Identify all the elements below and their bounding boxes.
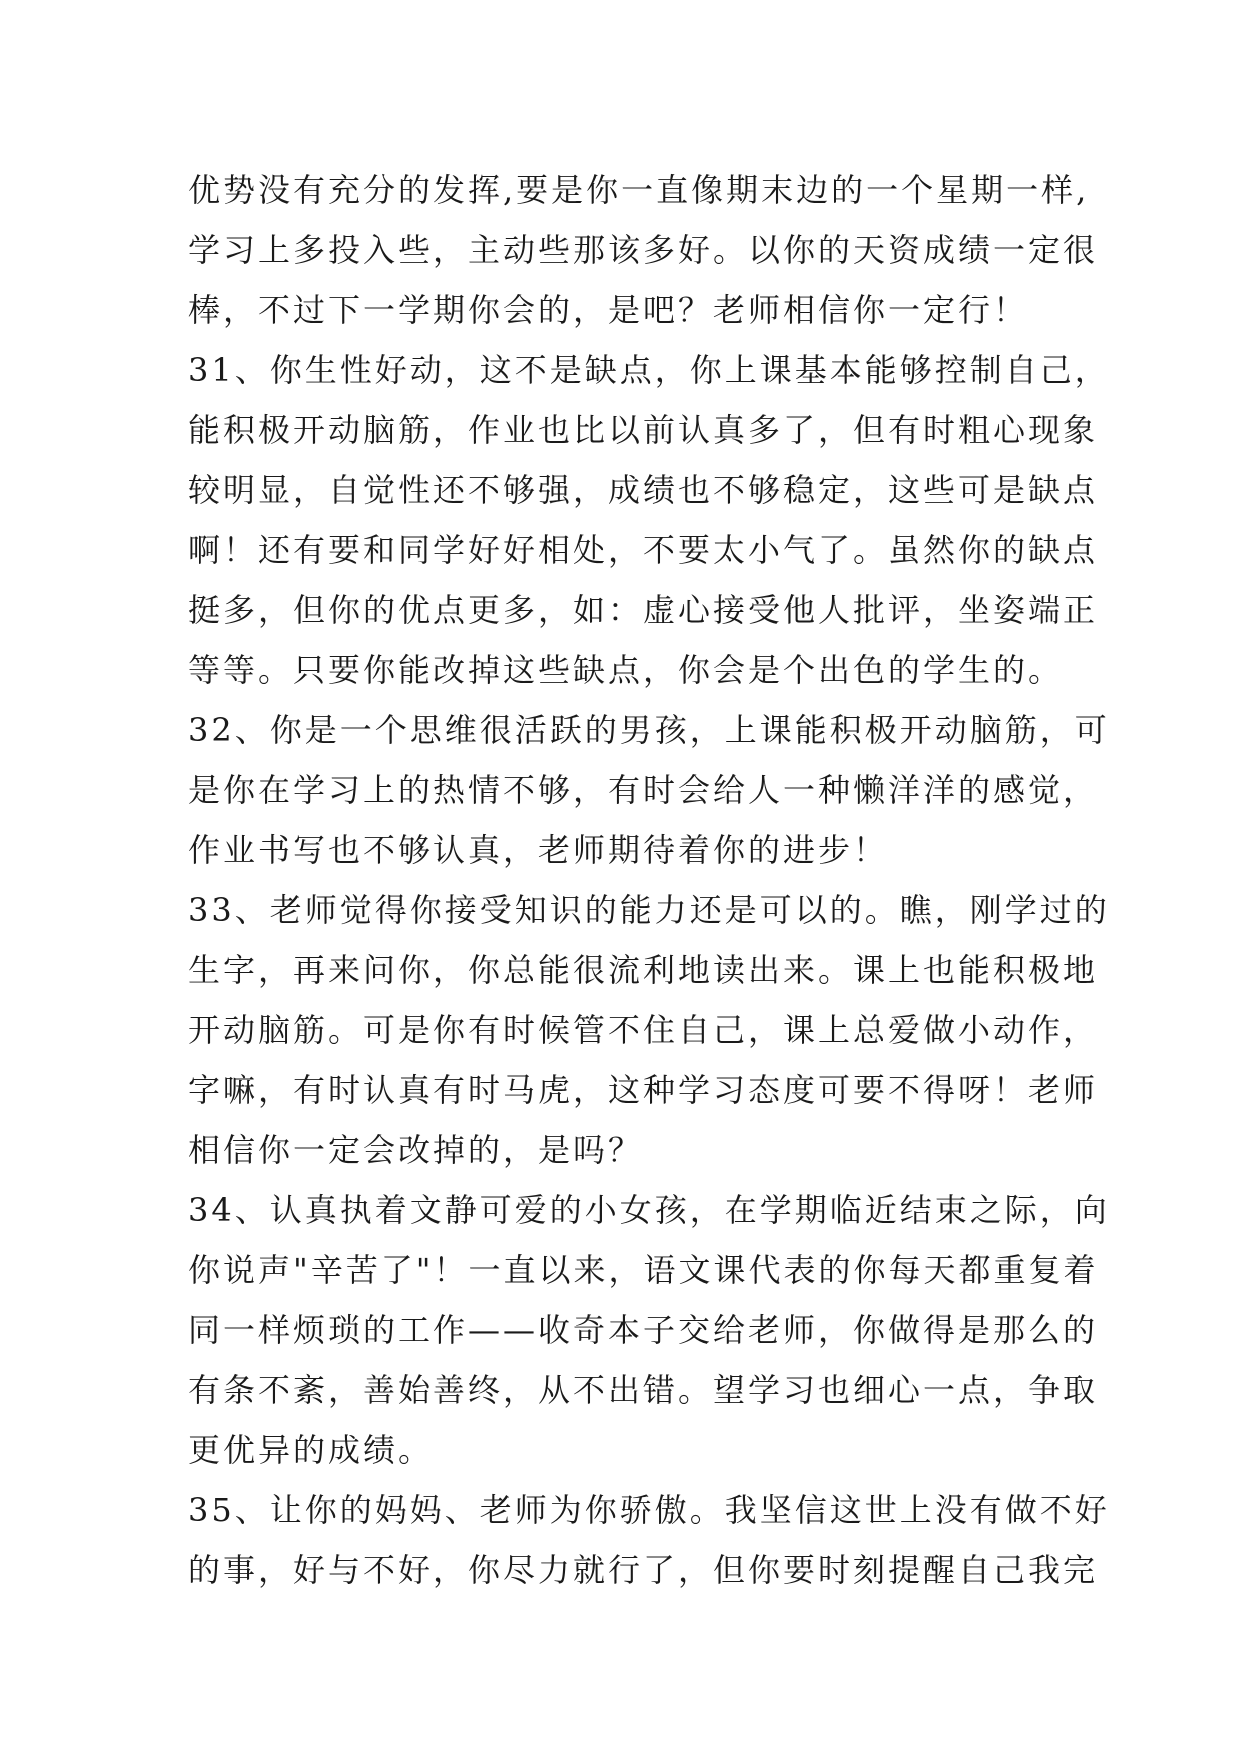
text-line: 较明显，自觉性还不够强，成绩也不够稳定，这些可是缺点 xyxy=(188,471,1099,509)
text-line: 是你在学习上的热情不够，有时会给人一种懒洋洋的感觉， xyxy=(188,771,1099,809)
text-line: 有条不紊，善始善终，从不出错。望学习也细心一点，争取 xyxy=(188,1371,1099,1409)
text-line: 作业书写也不够认真，老师期待着你的进步！ xyxy=(188,831,889,869)
text-line: 等等。只要你能改掉这些缺点，你会是个出色的学生的。 xyxy=(188,651,1064,689)
text-line: 挺多，但你的优点更多，如：虚心接受他人批评，坐姿端正 xyxy=(188,591,1099,629)
text-line: 31、你生性好动，这不是缺点，你上课基本能够控制自己， xyxy=(188,351,1110,389)
text-line: 相信你一定会改掉的，是吗？ xyxy=(188,1131,644,1169)
text-line: 34、认真执着文静可爱的小女孩，在学期临近结束之际，向 xyxy=(188,1191,1110,1229)
document-body xyxy=(188,160,1110,1600)
text-line: 35、让你的妈妈、老师为你骄傲。我坚信这世上没有做不好 xyxy=(188,1491,1110,1529)
text-line: 生字，再来问你，你总能很流利地读出来。课上也能积极地 xyxy=(188,951,1099,989)
text-line: 你说声"辛苦了"！一直以来，语文课代表的你每天都重复着 xyxy=(188,1251,1099,1289)
text-line: 33、老师觉得你接受知识的能力还是可以的。瞧，刚学过的 xyxy=(188,891,1110,929)
text-line: 啊！还有要和同学好好相处，不要太小气了。虽然你的缺点 xyxy=(188,531,1099,569)
text-line: 更优异的成绩。 xyxy=(188,1431,434,1469)
text-line: 开动脑筋。可是你有时候管不住自己，课上总爱做小动作， xyxy=(188,1011,1099,1049)
text-line: 字嘛，有时认真有时马虎，这种学习态度可要不得呀！老师 xyxy=(188,1071,1099,1109)
text-line: 32、你是一个思维很活跃的男孩，上课能积极开动脑筋，可 xyxy=(188,711,1110,749)
text-line: 棒，不过下一学期你会的，是吧？老师相信你一定行！ xyxy=(188,291,1029,329)
text-line: 的事，好与不好，你尽力就行了，但你要时刻提醒自己我完 xyxy=(188,1551,1099,1589)
text-line: 能积极开动脑筋，作业也比以前认真多了，但有时粗心现象 xyxy=(188,411,1099,449)
text-line: 优势没有充分的发挥,要是你一直像期末边的一个星期一样, xyxy=(188,171,1090,209)
text-line: 学习上多投入些，主动些那该多好。以你的天资成绩一定很 xyxy=(188,231,1099,269)
text-line: 同一样烦琐的工作——收奇本子交给老师，你做得是那么的 xyxy=(188,1311,1099,1349)
